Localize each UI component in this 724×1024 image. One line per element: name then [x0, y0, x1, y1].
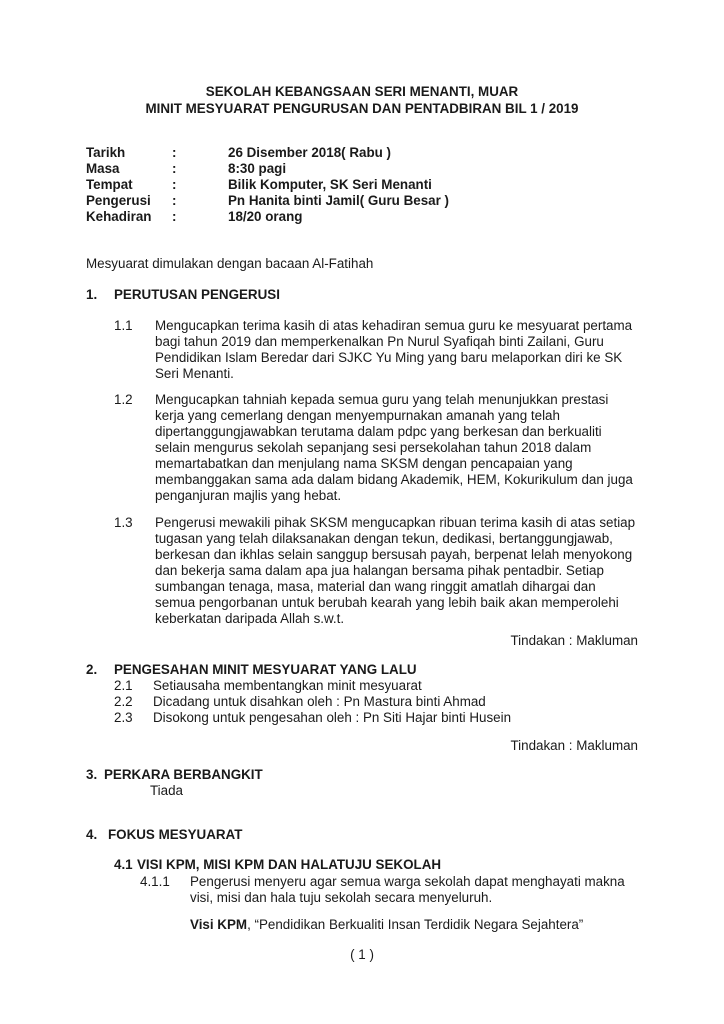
- opening-statement: Mesyuarat dimulakan dengan bacaan Al-Fatihah: [86, 256, 374, 271]
- section-3-number: 3.: [86, 767, 98, 782]
- text-line: Mengucapkan tahniah kepada semua guru yang telah menunjukkan prestasi: [155, 392, 609, 407]
- section-1-action: Tindakan : Makluman: [510, 633, 638, 648]
- text-line: memartabatkan dan menjulang nama SKSM dengan pencapaian yang: [155, 456, 573, 471]
- info-label: Tarikh: [86, 145, 126, 160]
- item-number: 1.3: [114, 515, 133, 530]
- info-value: Bilik Komputer, SK Seri Menanti: [228, 177, 432, 192]
- section-2-action: Tindakan : Makluman: [510, 738, 638, 753]
- section-3-title: PERKARA BERBANGKIT: [104, 767, 263, 782]
- info-colon: :: [172, 209, 177, 224]
- item-number: 1.1: [114, 318, 133, 333]
- section-3-body: Tiada: [150, 783, 183, 798]
- info-colon: :: [172, 177, 177, 192]
- item-2-2-text: Dicadang untuk disahkan oleh : Pn Mastura binti Ahmad: [153, 694, 486, 709]
- text-line: kerja yang cemerlang dengan menyempurnakan amanah yang telah: [155, 408, 560, 423]
- info-value: 18/20 orang: [228, 209, 303, 224]
- info-label: Kehadiran: [86, 209, 152, 224]
- item-1-1-text: [155, 318, 655, 382]
- visi-kpm-label: Visi KPM: [190, 917, 248, 932]
- info-colon: :: [172, 161, 177, 176]
- visi-kpm-statement: [190, 917, 583, 933]
- section-2-number: 2.: [86, 662, 98, 677]
- item-1-3-text: [155, 515, 655, 627]
- item-2-3-text: Disokong untuk pengesahan oleh : Pn Siti Hajar binti Husein: [153, 710, 512, 725]
- visi-kpm-text: , “Pendidikan Berkualiti Insan Terdidik Negara Sejahtera”: [247, 917, 584, 932]
- info-value: 26 Disember 2018( Rabu ): [228, 145, 391, 160]
- info-value: Pn Hanita binti Jamil( Guru Besar ): [228, 193, 449, 208]
- item-number: 2.1: [114, 678, 133, 693]
- info-colon: :: [172, 193, 177, 208]
- minutes-title: MINIT MESYUARAT PENGURUSAN DAN PENTADBIRAN BIL 1 / 2019: [145, 101, 579, 116]
- info-colon: :: [172, 145, 177, 160]
- subsection-4-1-number: 4.1: [114, 857, 133, 872]
- text-line: semua pengorbanan untuk berubah kearah yang lebih baik akan memperolehi: [155, 595, 619, 610]
- text-line: keberkatan daripada Allah s.w.t.: [155, 611, 345, 626]
- text-line: dipertanggungjawabkan terutama dalam pdpc yang berkesan dan berkualiti: [155, 424, 602, 439]
- page-number: ( 1 ): [350, 947, 374, 962]
- section-4-title: FOKUS MESYUARAT: [108, 827, 243, 842]
- item-4-1-1-line: Pengerusi menyeru agar semua warga sekolah dapat menghayati makna: [190, 874, 625, 889]
- subsection-4-1-title: VISI KPM, MISI KPM DAN HALATUJU SEKOLAH: [137, 857, 442, 872]
- text-line: selain mengurus sekolah sepanjang sesi persekolahan tahun 2018 dalam: [155, 440, 592, 455]
- section-4-number: 4.: [86, 827, 98, 842]
- item-2-1-text: Setiausaha membentangkan minit mesyuarat: [153, 678, 422, 693]
- text-line: sumbangan tenaga, masa, material dan wang ringgit amatlah dihargai dan: [155, 579, 596, 594]
- text-line: Pengerusi mewakili pihak SKSM mengucapkan ribuan terima kasih di atas setiap: [155, 515, 636, 530]
- section-1-title: PERUTUSAN PENGERUSI: [114, 287, 280, 302]
- text-line: tugasan yang telah dilaksanakan dengan tekun, dedikasi, bertanggungjawab,: [155, 531, 613, 546]
- school-name: SEKOLAH KEBANGSAAN SERI MENANTI, MUAR: [205, 84, 519, 99]
- info-value: 8:30 pagi: [228, 161, 287, 176]
- info-label: Pengerusi: [86, 193, 151, 208]
- text-line: berkesan dan ikhlas selain sanggup bersusah payah, berpenat lelah menyokong: [155, 547, 633, 562]
- info-label: Tempat: [86, 177, 133, 192]
- info-label: Masa: [86, 161, 120, 176]
- item-number: 1.2: [114, 392, 133, 407]
- section-1-number: 1.: [86, 287, 98, 302]
- item-number: 2.3: [114, 710, 133, 725]
- section-2-title: PENGESAHAN MINIT MESYUARAT YANG LALU: [114, 662, 417, 677]
- text-line: bagi tahun 2019 dan memperkenalkan Pn Nurul Syafiqah binti Zailani, Guru: [155, 334, 604, 349]
- text-line: dan bekerja sama dalam apa jua halangan bersama pihak pentadbir. Setiap: [155, 563, 604, 578]
- text-line: Pendidikan Islam Beredar dari SJKC Yu Ming yang baru melaporkan diri ke SK: [155, 350, 623, 365]
- text-line: membanggakan sama ada dalam bidang Akademik, HEM, Kokurikulum dan juga: [155, 472, 633, 487]
- item-number: 4.1.1: [140, 874, 170, 889]
- text-line: penganjuran majlis yang hebat.: [155, 488, 342, 503]
- text-line: Seri Menanti.: [155, 366, 234, 381]
- item-4-1-1-line: visi, misi dan hala tuju sekolah secara menyeluruh.: [190, 890, 493, 905]
- text-line: Mengucapkan terima kasih di atas kehadiran semua guru ke mesyuarat pertama: [155, 318, 633, 333]
- item-number: 2.2: [114, 694, 133, 709]
- item-1-2-text: [155, 392, 655, 504]
